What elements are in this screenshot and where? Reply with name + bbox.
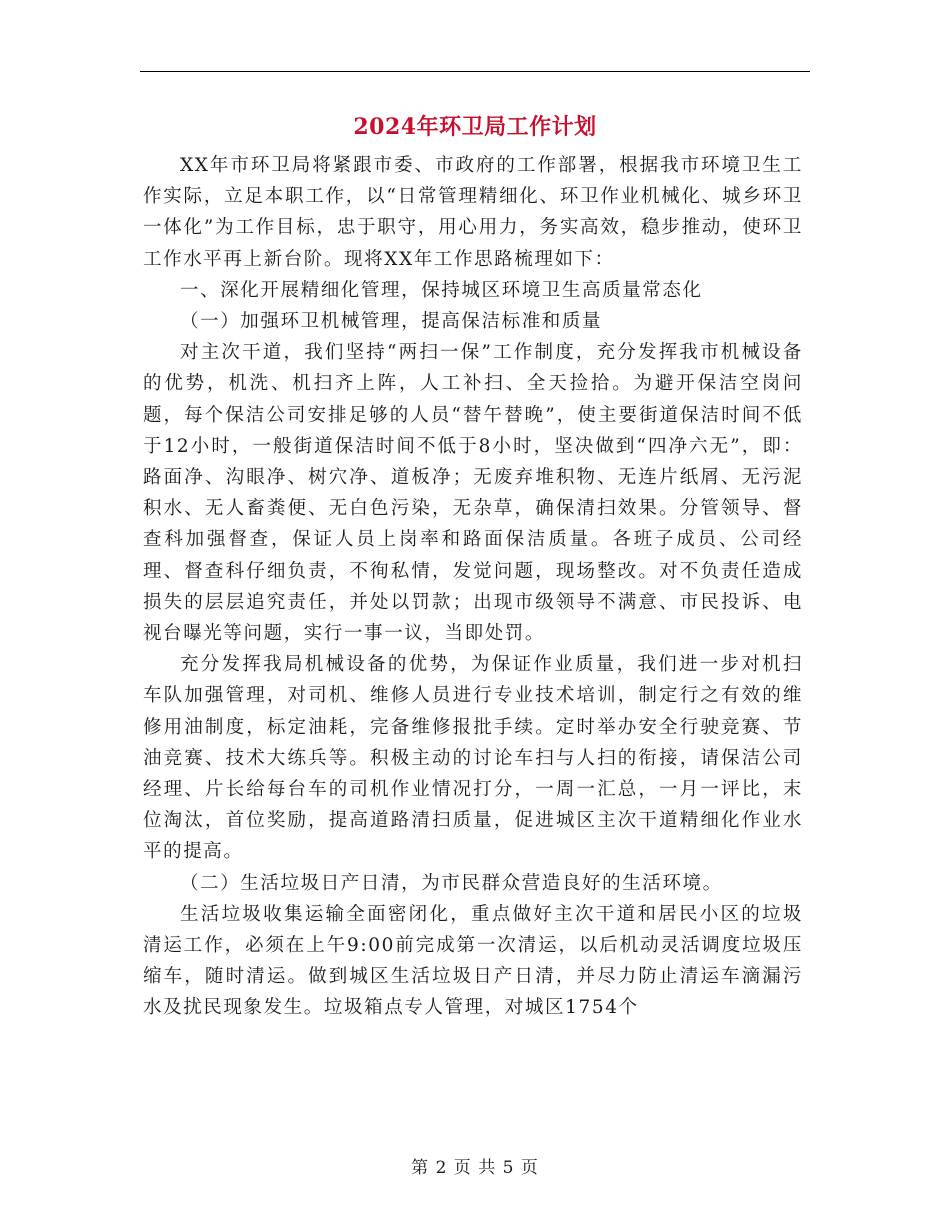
subsection-heading-2: （二）生活垃圾日产日清，为市民群众营造良好的生活环境。 [180,872,723,894]
subsection-heading-1: （一）加强环卫机械管理，提高保洁标准和质量 [180,311,603,333]
document-body [143,150,803,1024]
section-heading-1: 一、深化开展精细化管理，保持城区环境卫生高质量常态化 [180,279,703,301]
paragraph-intro: XX年市环卫局将紧跟市委、市政府的工作部署，根据我市环境卫生工作实际，立足本职工作，以“日常管理精细化、环卫作业机械化、城乡环卫一体化”为工作目标，忠于职守，用心用力，务实高效，稳步推动，使环卫工作水平再上新台阶。现将XX年工作思路梳理如下： [143,155,803,270]
paragraph-garbage: 生活垃圾收集运输全面密闭化，重点做好主次干道和居民小区的垃圾清运工作，必须在上午9:00前完成第一次清运，以后机动灵活调度垃圾压缩车，随时清运。做到城区生活垃圾日产日清，并尽力防止清运车滴漏污水及扰民现象发生。垃圾箱点专人管理，对城区1754个 [143,903,803,1019]
page-footer: 第 2 页 共 5 页 [411,1158,539,1178]
header-rule [140,71,810,72]
paragraph-machinery: 充分发挥我局机械设备的优势，为保证作业质量，我们进一步对机扫车队加强管理，对司机、维修人员进行专业技术培训，制定行之有效的维修用油制度，标定油耗，完备维修报批手续。定时举办安全行驶竞赛、节油竞赛、技术大练兵等。积极主动的讨论车扫与人扫的衔接，请保洁公司经理、片长给每台车的司机作业情况打分，一周一汇总，一月一评比，末位淘汰，首位奖励，提高道路清扫质量，促进城区主次干道精细化作业水平的提高。 [143,654,803,863]
paragraph-main-roads: 对主次干道，我们坚持“两扫一保”工作制度，充分发挥我市机械设备的优势，机洗、机扫齐上阵，人工补扫、全天捡拾。为避开保洁空岗问题，每个保洁公司安排足够的人员“替午替晚”，使主要街道保洁时间不低于12小时，一般街道保洁时间不低于8小时，坚决做到“四净六无”，即：路面净、沟眼净、树穴净、道板净；无废弃堆积物、无连片纸屑、无污泥积水、无人畜粪便、无白色污染，无杂草，确保清扫效果。分管领导、督查科加强督查，保证人员上岗率和路面保洁质量。各班子成员、公司经理、督查科仔细负责，不徇私情，发觉问题，现场整改。对不负责任造成损失的层层追究责任，并处以罚款；出现市级领导不满意、市民投诉、电视台曝光等问题，实行一事一议，当即处罚。 [143,342,803,645]
document-title: 2024年环卫局工作计划 [353,114,597,140]
